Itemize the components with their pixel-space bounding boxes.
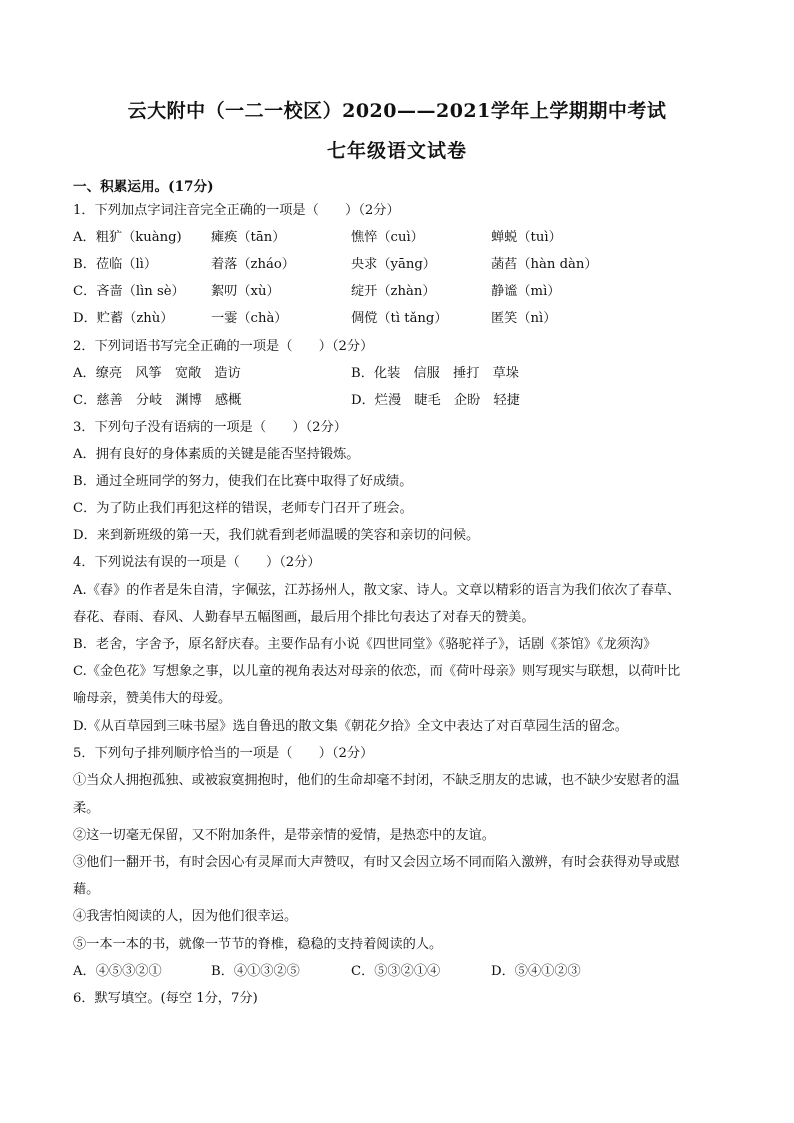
q1-item: 蝉蜕（tuì） — [491, 230, 562, 245]
q2-option-a: A．缭亮 风筝 宽敞 造访 — [73, 366, 241, 381]
exam-title: 云大附中（一二一校区）2020——2021学年上学期期中考试 — [127, 100, 667, 122]
q1-option-c: C．吝啬（lìn sè） — [73, 284, 185, 299]
q1-stem: 1．下列加点字词注音完全正确的一项是（ ）（2分） — [73, 203, 400, 218]
q5-choice-b: B．④①③②⑤ — [211, 964, 300, 979]
q5-sentence-2: ②这一切毫无保留，又不附加条件，是带亲情的爱情，是热恋中的友谊。 — [73, 828, 495, 843]
q5-sentence-5: ⑤一本一本的书，就像一节节的脊椎，稳稳的支持着阅读的人。 — [73, 937, 443, 952]
exam-subtitle: 七年级语文试卷 — [326, 140, 467, 162]
q1-item: 菡萏（hàn dàn） — [491, 257, 598, 272]
q1-item: 憔悴（cuì） — [351, 230, 424, 245]
q2-option-d: D．烂漫 睫毛 企盼 轻捷 — [351, 393, 520, 408]
section-heading: 一、积累运用。(17分) — [73, 179, 214, 195]
q4-stem: 4．下列说法有误的一项是（ ）（2分） — [73, 555, 321, 570]
q2-option-b: B．化装 信服 捶打 草垛 — [351, 366, 519, 381]
q3-stem: 3．下列句子没有语病的一项是（ ）（2分） — [73, 420, 347, 435]
q1-option-a: A．粗犷（kuàng) — [73, 230, 182, 245]
q4-option-d: D.《从百草园到三味书屋》选自鲁迅的散文集《朝花夕拾》全文中表达了对百草园生活的留念。 — [73, 719, 628, 734]
q1-item: 倜傥（tì tǎng） — [351, 311, 448, 326]
q5-stem: 5．下列句子排列顺序恰当的一项是（ ）（2分） — [73, 746, 374, 761]
q3-option-a: A．拥有良好的身体素质的关键是能否坚持锻炼。 — [73, 447, 360, 462]
q1-item: 一霎（chà） — [211, 311, 288, 326]
q4-option-a-cont: 春花、春雨、春风、人勤春早五幅图画，最后用个排比句表达了对春天的赞美。 — [73, 610, 535, 625]
q3-option-c: C．为了防止我们再犯这样的错误，老师专门召开了班会。 — [73, 501, 413, 516]
q4-option-c-cont: 喻母亲，赞美伟大的母爱。 — [73, 691, 232, 706]
q5-sentence-4: ④我害怕阅读的人，因为他们很幸运。 — [73, 909, 298, 924]
q4-option-a: A.《春》的作者是朱自清，字佩弦，江苏扬州人，散文家、诗人。文章以精彩的语言为我们依次了春草、 — [73, 583, 681, 598]
q1-item: 着落（zháo） — [211, 257, 295, 272]
q1-option-d: D．贮蓄（zhù） — [73, 311, 174, 326]
q4-option-c: C.《金色花》写想象之事，以儿童的视角表达对母亲的依恋，而《荷叶母亲》则写现实与联想，以荷叶比 — [73, 664, 681, 679]
q1-item: 匿笑（nì） — [491, 311, 557, 326]
q4-option-b: B．老舍，字舍予，原名舒庆春。主要作品有小说《四世同堂》《骆驼祥子》，话剧《茶馆》《龙须沟》 — [73, 637, 657, 652]
q1-item: 绽开（zhàn） — [351, 284, 436, 299]
q5-sentence-1: ①当众人拥抱孤独、或被寂寞拥抱时，他们的生命却毫不封闭，不缺乏朋友的忠诚，也不缺少安慰者的温 — [73, 773, 680, 788]
q2-option-c: C．慈善 分岐 渊博 感概 — [73, 393, 242, 408]
q5-choice-c: C．⑤③②①④ — [351, 964, 441, 979]
q3-option-b: B．通过全班同学的努力，使我们在比赛中取得了好成绩。 — [73, 474, 413, 489]
q1-option-b: B．莅临（lì） — [73, 257, 158, 272]
q3-option-d: D．来到新班级的第一天，我们就看到老师温暖的笑容和亲切的问候。 — [73, 528, 480, 543]
q5-sentence-1-cont: 柔。 — [73, 801, 100, 816]
q5-sentence-3-cont: 藉。 — [73, 882, 100, 897]
q1-item: 絮叨（xù） — [211, 284, 280, 299]
q1-item: 静谧（mì） — [491, 284, 561, 299]
q5-choice-d: D．⑤④①②③ — [491, 964, 581, 979]
q2-stem: 2．下列词语书写完全正确的一项是（ ）（2分） — [73, 339, 374, 354]
q5-choice-a: A．④⑤③②① — [73, 964, 162, 979]
q5-sentence-3: ③他们一翻开书，有时会因心有灵犀而大声赞叹，有时又会因立场不同而陷入激辨，有时会获得劝导或慰 — [73, 855, 680, 870]
q6-stem: 6．默写填空。(每空 1分，7分) — [73, 991, 258, 1006]
q1-item: 瘫痪（tān） — [211, 230, 286, 245]
q1-item: 央求（yāng） — [351, 257, 436, 272]
